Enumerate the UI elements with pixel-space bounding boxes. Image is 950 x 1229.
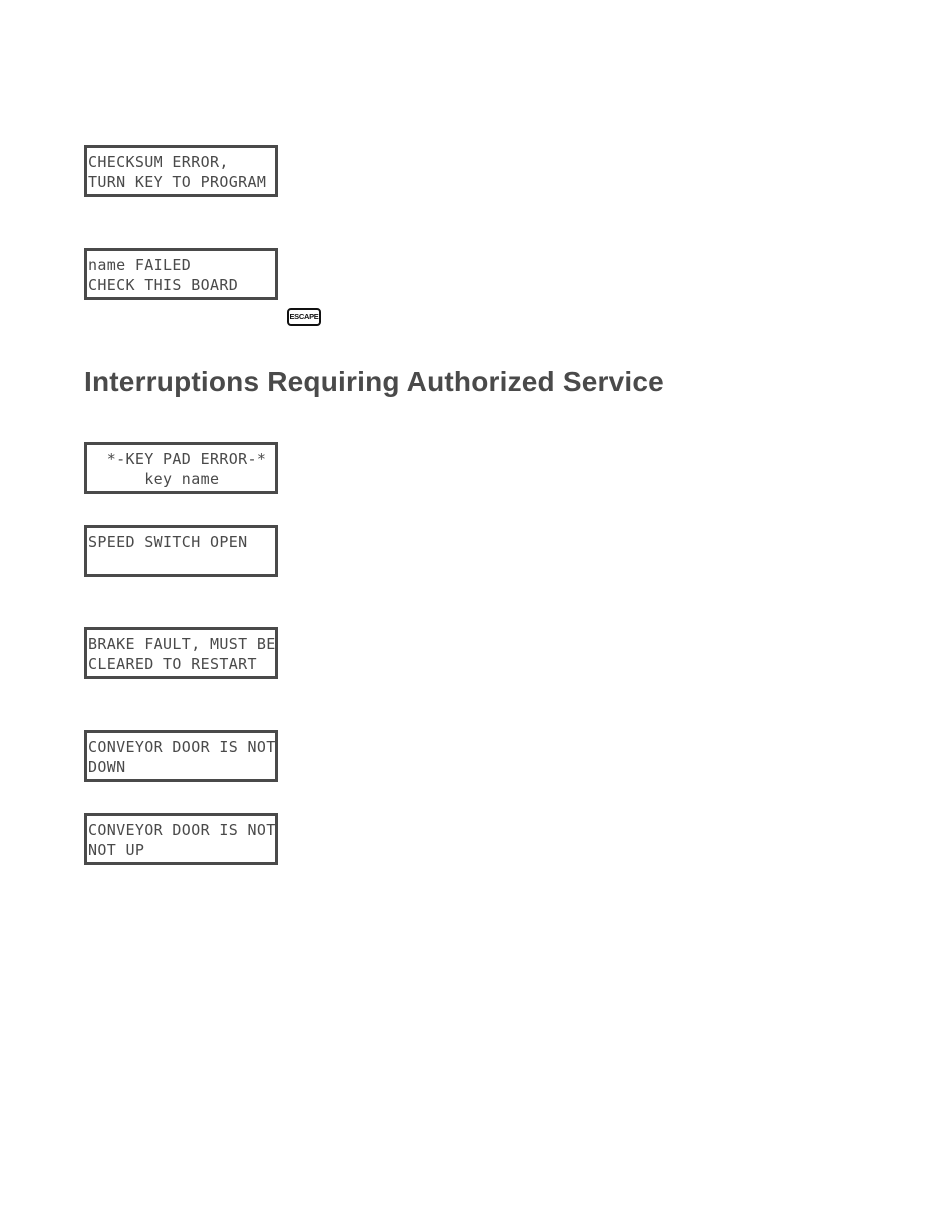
- lcd-line-1: CONVEYOR DOOR IS NOT: [88, 738, 276, 756]
- lcd-line-1: *-KEY PAD ERROR-*: [88, 450, 267, 468]
- lcd-display-keypad-error: [84, 442, 278, 494]
- lcd-line-1: name FAILED: [88, 256, 192, 274]
- lcd-line-2: TURN KEY TO PROGRAM: [88, 173, 267, 191]
- lcd-display-brake-fault: [84, 627, 278, 679]
- lcd-display-door-not-down: [84, 730, 278, 782]
- lcd-line-1: CHECKSUM ERROR,: [88, 153, 229, 171]
- lcd-line-1: BRAKE FAULT, MUST BE: [88, 635, 276, 653]
- lcd-display-board-failed: [84, 248, 278, 300]
- lcd-display-checksum-error: [84, 145, 278, 197]
- escape-key-icon: ESCAPE: [287, 308, 321, 326]
- lcd-line-2: NOT UP: [88, 841, 145, 859]
- lcd-line-2: CLEARED TO RESTART: [88, 655, 257, 673]
- lcd-line-2: CHECK THIS BOARD: [88, 276, 239, 294]
- lcd-display-speed-switch: [84, 525, 278, 577]
- section-heading: Interruptions Requiring Authorized Service: [84, 366, 664, 397]
- lcd-display-door-not-up: [84, 813, 278, 865]
- lcd-line-1: CONVEYOR DOOR IS NOT: [88, 821, 276, 839]
- lcd-line-1: SPEED SWITCH OPEN: [88, 533, 248, 551]
- lcd-line-2: key name: [88, 470, 220, 488]
- lcd-line-2: DOWN: [88, 758, 126, 776]
